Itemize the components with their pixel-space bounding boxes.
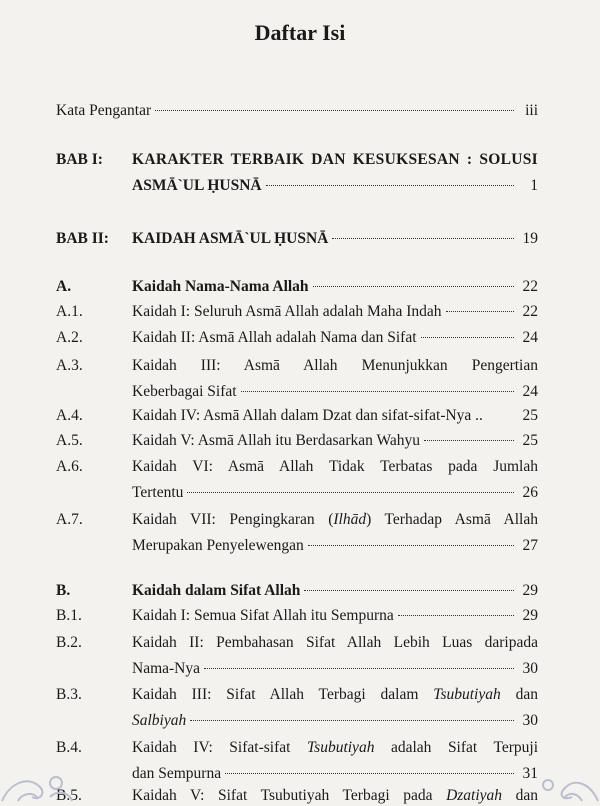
section-number: B. — [56, 582, 71, 599]
page-title: Daftar Isi — [254, 20, 346, 45]
dot-leader — [155, 110, 514, 111]
section-number: A.3. — [56, 357, 83, 374]
dot-leader — [332, 238, 514, 239]
page-number: 1 — [530, 177, 538, 194]
dot-leader — [446, 311, 515, 312]
entry-label: Kaidah I: Semua Sifat Allah itu Sempurna — [132, 607, 394, 624]
corner-ornament-right-icon — [530, 753, 600, 803]
entry-label: KAIDAH ASMĀ`UL ḤUSNĀ — [132, 230, 329, 247]
entry-label-line2: ASMĀ`UL ḤUSNĀ — [132, 177, 262, 194]
section-number: B.3. — [56, 686, 82, 703]
page-number: 24 — [522, 329, 538, 346]
entry-label: Kaidah Nama-Nama Allah — [132, 278, 309, 295]
page-number: 29 — [522, 607, 538, 624]
label-italic: Dzatiyah — [446, 787, 503, 804]
entry-label-line1 — [132, 737, 538, 758]
entry-label-line2: Nama-Nya — [132, 660, 200, 677]
label-part: Kaidah VII: Pengingkaran ( — [132, 511, 334, 528]
page-number: 22 — [522, 303, 538, 320]
toc-entry-a[interactable] — [56, 276, 538, 297]
entry-label-line2: Merupakan Penyelewengan — [132, 537, 304, 554]
dot-leader — [225, 773, 514, 774]
section-number: B.1. — [56, 607, 82, 624]
section-number: A.4. — [56, 407, 83, 424]
label-part: dan — [500, 686, 538, 703]
entry-label-line2: dan Sempurna — [132, 765, 222, 782]
toc-entry-kata-pengantar[interactable] — [56, 100, 538, 121]
chapter-number: BAB I: — [56, 151, 103, 168]
page-number: 31 — [522, 765, 538, 782]
entry-label: Kaidah dalam Sifat Allah — [132, 582, 301, 599]
toc-entry-bab-2[interactable] — [56, 228, 538, 249]
page-number: 25 — [522, 407, 538, 424]
dot-leader — [421, 337, 514, 338]
dot-leader — [313, 286, 514, 287]
entry-label-line2: Tertentu — [132, 484, 184, 501]
label-part: ) Terhadap Asmā Allah — [366, 511, 538, 528]
entry-label-line1 — [132, 509, 538, 530]
entry-label-line1 — [132, 684, 538, 705]
entry-label: Kaidah V: Asmā Allah itu Berdasarkan Wahyu — [132, 432, 421, 449]
toc-entry-bab-1[interactable] — [56, 149, 538, 197]
page-number: 30 — [522, 712, 538, 729]
section-number: B.2. — [56, 634, 82, 651]
label-italic: Tsubutiyah — [433, 686, 501, 703]
toc-entry-a3[interactable] — [56, 355, 538, 403]
label-italic: Ilhād — [333, 511, 367, 528]
toc-entry-a6[interactable] — [56, 456, 538, 504]
section-number: B.4. — [56, 739, 82, 756]
page-number: 26 — [522, 484, 538, 501]
toc-entry-a2[interactable] — [56, 327, 538, 348]
dot-leader — [304, 590, 514, 591]
dot-leader — [241, 391, 514, 392]
label-part: Kaidah III: Sifat Allah Terbagi dalam — [132, 686, 434, 703]
entry-label-line1: Kaidah II: Pembahasan Sifat Allah Lebih Luas daripada — [132, 634, 538, 651]
dot-leader — [424, 440, 514, 441]
toc-entry-a1[interactable] — [56, 301, 538, 322]
section-number: A. — [56, 278, 72, 295]
dot-leader — [308, 545, 514, 546]
page-number: 25 — [522, 432, 538, 449]
toc-entry-b1[interactable] — [56, 605, 538, 626]
page-number: 30 — [522, 660, 538, 677]
entry-label-line2: Keberbagai Sifat — [132, 383, 237, 400]
label-italic: Tsubutiyah — [306, 739, 375, 756]
section-number: A.2. — [56, 329, 83, 346]
dot-leader — [398, 615, 514, 616]
entry-label-line1: Kaidah VI: Asmā Allah Tidak Terbatas pada Jumlah — [132, 458, 538, 475]
entry-label: Kaidah I: Seluruh Asmā Allah adalah Maha Indah — [132, 303, 442, 320]
chapter-number: BAB II: — [56, 230, 109, 247]
page-number: 19 — [522, 230, 538, 247]
section-number: A.6. — [56, 458, 83, 475]
dot-leader — [187, 492, 514, 493]
dot-leader — [204, 668, 514, 669]
toc-entry-a5[interactable] — [56, 430, 538, 451]
toc-entry-b4[interactable] — [56, 737, 538, 785]
label-part: Kaidah IV: Sifat-sifat — [132, 739, 307, 756]
dot-leader — [266, 185, 514, 186]
entry-label-line2: Salbiyah — [132, 712, 187, 729]
page-number: iii — [525, 102, 538, 119]
page-number: 29 — [522, 582, 538, 599]
section-number: A.1. — [56, 303, 83, 320]
page-number: 24 — [522, 383, 538, 400]
entry-label-line1: Kaidah III: Asmā Allah Menunjukkan Pengertian — [132, 357, 538, 374]
entry-label: Kaidah IV: Asmā Allah dalam Dzat dan sifat-sifat-Nya .. — [132, 407, 483, 424]
toc-entry-b3[interactable] — [56, 684, 538, 732]
page-number: 22 — [522, 278, 538, 295]
page-number: 27 — [522, 537, 538, 554]
section-number: A.5. — [56, 432, 83, 449]
toc-entry-a7[interactable] — [56, 509, 538, 557]
toc-entry-b2[interactable] — [56, 632, 538, 680]
toc-entry-a4[interactable] — [56, 405, 538, 426]
label-part: Kaidah V: Sifat Tsubutiyah Terbagi pada — [132, 787, 447, 804]
entry-label: Kata Pengantar — [56, 102, 152, 119]
section-number: B.5. — [56, 787, 82, 804]
label-part: dan — [502, 787, 538, 804]
entry-label-line1: KARAKTER TERBAIK DAN KESUKSESAN : SOLUSI — [132, 151, 538, 168]
label-part: adalah Sifat Terpuji — [374, 739, 538, 756]
dot-leader — [190, 720, 514, 721]
entry-label: Kaidah II: Asmā Allah adalah Nama dan Sifat — [132, 329, 417, 346]
toc-entry-b[interactable] — [56, 580, 538, 601]
section-number: A.7. — [56, 511, 83, 528]
